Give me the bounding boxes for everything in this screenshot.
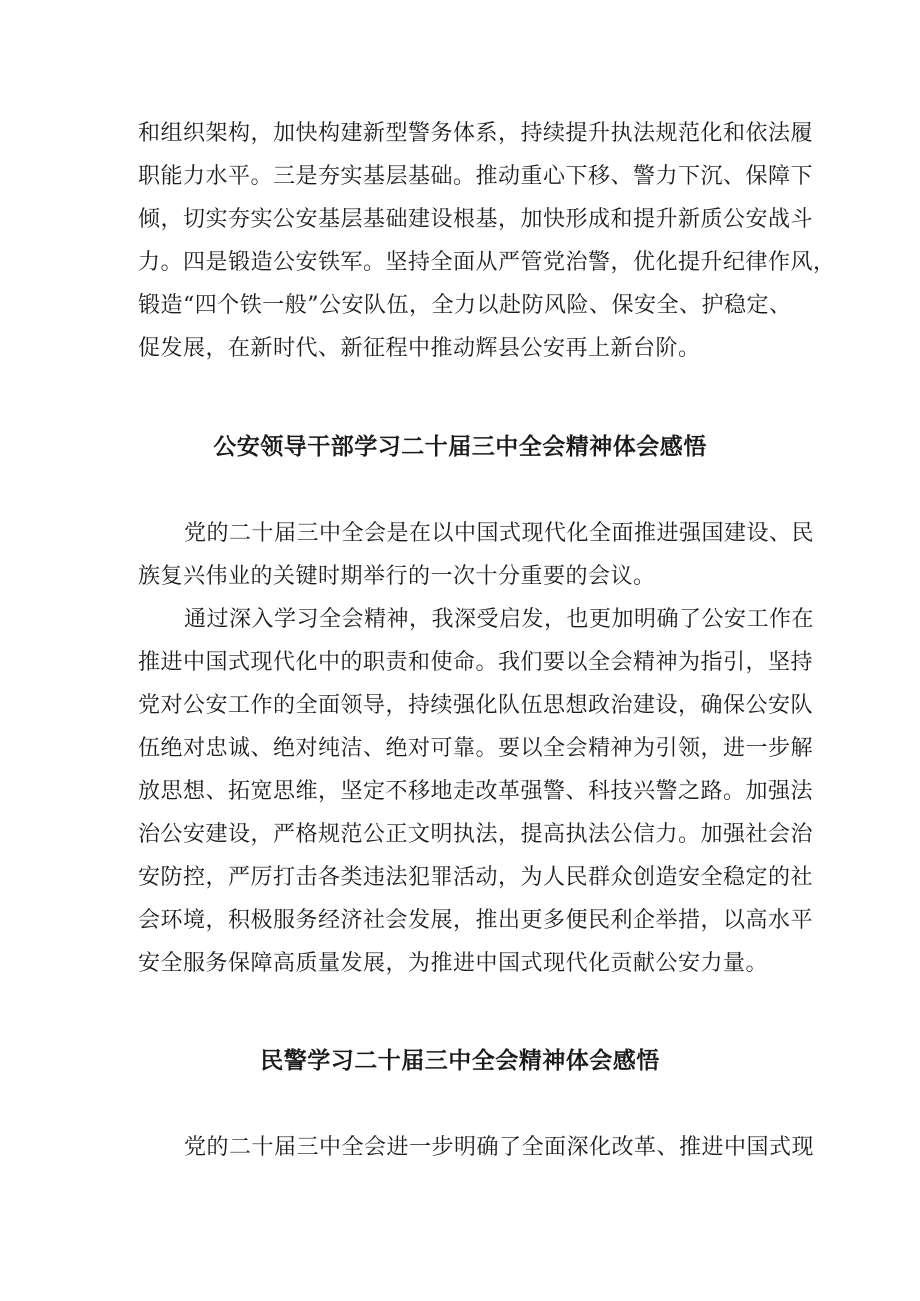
intro-paragraph — [138, 112, 836, 370]
text-line: 力。四是锻造公安铁军。坚持全面从严管党治警，优化提升纪律作风， — [138, 250, 836, 275]
text-line: 倾，切实夯实公安基层基础建设根基，加快形成和提升新质公安战斗 — [138, 207, 814, 232]
text-line: 会环境，积极服务经济社会发展，推出更多便民利企举措，以高水平 — [138, 908, 814, 933]
text-line: 通过深入学习全会精神，我深受启发，也更加明确了公安工作在 — [184, 607, 815, 632]
text-line: 治公安建设，严格规范公正文明执法，提高执法公信力。加强社会治 — [138, 822, 814, 847]
text-line: 锻造“四个铁一般”公安队伍，全力以赴防风险、保安全、护稳定、 — [138, 293, 792, 318]
text-line: 伍绝对忠诚、绝对纯洁、绝对可靠。要以全会精神为引领，进一步解 — [138, 736, 814, 761]
text-line: 职能力水平。三是夯实基层基础。推动重心下移、警力下沉、保障下 — [138, 164, 814, 189]
text-line: 放思想、拓宽思维，坚定不移地走改革强警、科技兴警之路。加强法 — [138, 779, 814, 804]
section1-title: 公安领导干部学习二十届三中全会精神体会感悟 — [213, 434, 707, 460]
text-line: 安全服务保障高质量发展，为推进中国式现代化贡献公安力量。 — [138, 951, 769, 976]
section1-paragraph1 — [138, 512, 815, 598]
text-line: 党的二十届三中全会是在以中国式现代化全面推进强国建设、民 — [184, 521, 815, 546]
text-line: 和组织架构，加快构建新型警务体系，持续提升执法规范化和依法履 — [138, 121, 814, 146]
text-line: 安防控，严厉打击各类违法犯罪活动，为人民群众创造安全稳定的社 — [138, 865, 814, 890]
text-line: 党对公安工作的全面领导，持续强化队伍思想政治建设，确保公安队 — [138, 693, 814, 718]
text-line: 党的二十届三中全会进一步明确了全面深化改革、推进中国式现 — [184, 1135, 815, 1160]
text-line: 族复兴伟业的关键时期举行的一次十分重要的会议。 — [138, 564, 656, 589]
section1-paragraph2 — [138, 598, 815, 985]
section2-paragraph1 — [138, 1126, 815, 1169]
text-line: 促发展，在新时代、新征程中推动辉县公安再上新台阶。 — [138, 336, 701, 361]
text-line: 推进中国式现代化中的职责和使命。我们要以全会精神为指引，坚持 — [138, 650, 814, 675]
section2-title: 民警学习二十届三中全会精神体会感悟 — [260, 1048, 660, 1074]
